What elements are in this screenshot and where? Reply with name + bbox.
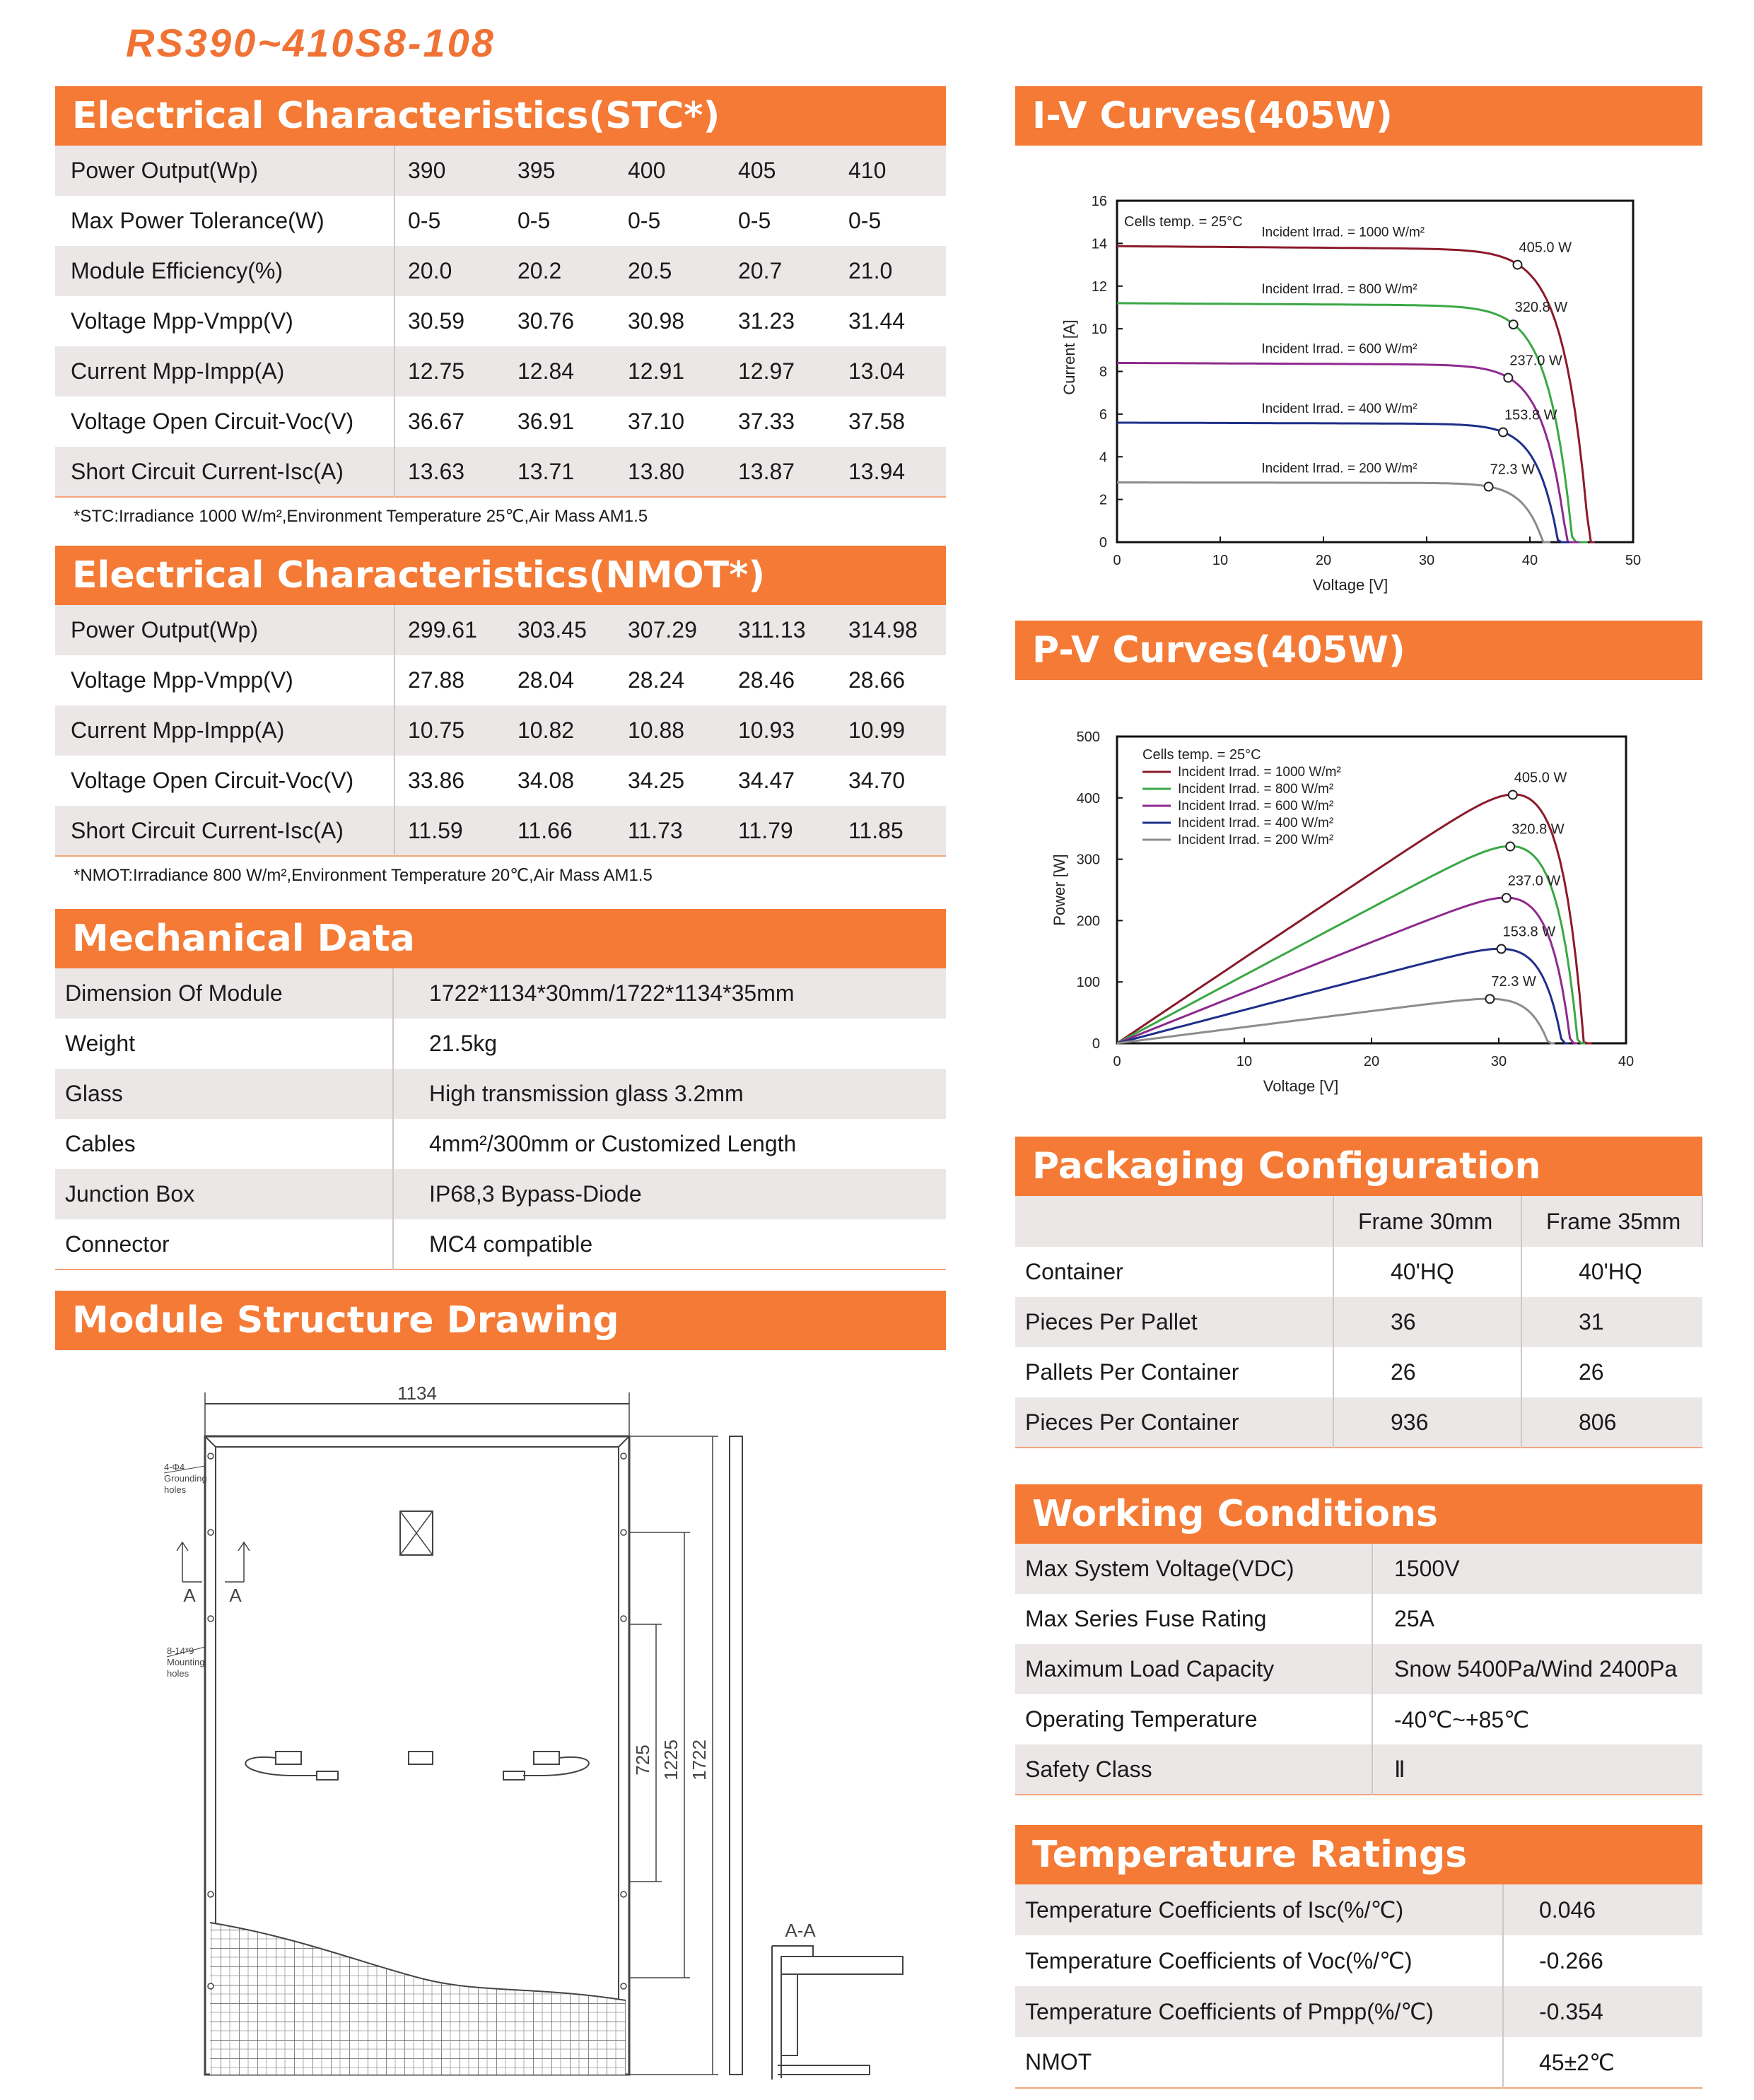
packaging-section bbox=[1015, 1137, 1702, 1448]
stc-value: 13.04 bbox=[848, 358, 906, 384]
nmot-value: 28.66 bbox=[848, 667, 906, 693]
mechanical-row bbox=[55, 1069, 946, 1119]
nmot-note: *NMOT:Irradiance 800 W/m²,Environment Temperature 20℃,Air Mass AM1.5 bbox=[74, 866, 653, 885]
stc-value: 30.59 bbox=[408, 308, 465, 334]
stc-value: 31.44 bbox=[848, 308, 906, 334]
iv-header: I-V Curves(405W) bbox=[1015, 86, 1702, 146]
iv-mpp-label: 237.0 W bbox=[1509, 353, 1562, 369]
packaging-value: 936 bbox=[1333, 1397, 1521, 1448]
iv-series-label: Incident Irrad. = 600 W/m² bbox=[1261, 341, 1417, 357]
nmot-label: Short Circuit Current-Isc(A) bbox=[55, 806, 394, 856]
stc-value: 0-5 bbox=[518, 208, 551, 233]
working-value: -40℃~+85℃ bbox=[1394, 1706, 1530, 1732]
iv-x-tick-label: 0 bbox=[1113, 553, 1121, 568]
mechanical-row bbox=[55, 1219, 946, 1269]
iv-x-tick-label: 10 bbox=[1212, 553, 1229, 568]
working-row bbox=[1015, 1694, 1702, 1744]
working-row bbox=[1015, 1544, 1702, 1594]
iv-mpp-label: 72.3 W bbox=[1490, 462, 1535, 478]
pv-x-tick-label: 30 bbox=[1490, 1054, 1507, 1069]
grounding-label-2: Grounding bbox=[164, 1473, 207, 1484]
drawing-header: Module Structure Drawing bbox=[55, 1291, 946, 1350]
packaging-column-header: Frame 30mm bbox=[1333, 1196, 1521, 1247]
section-mark-right: A bbox=[229, 1585, 242, 1606]
nmot-value: 34.25 bbox=[628, 768, 685, 793]
stc-value: 20.5 bbox=[628, 258, 672, 283]
pv-mpp-marker bbox=[1497, 945, 1506, 954]
pv-x-axis-label: Voltage [V] bbox=[1263, 1077, 1339, 1095]
nmot-value: 11.66 bbox=[518, 817, 573, 843]
nmot-value: 303.45 bbox=[518, 617, 587, 643]
stc-value: 30.76 bbox=[518, 308, 575, 334]
stc-value: 410 bbox=[848, 158, 887, 183]
iv-y-tick-label: 4 bbox=[1099, 450, 1107, 466]
pv-x-tick-label: 20 bbox=[1363, 1054, 1380, 1069]
iv-mpp-marker bbox=[1513, 261, 1521, 269]
temperature-value: -0.266 bbox=[1539, 1947, 1603, 1973]
mechanical-row bbox=[55, 968, 946, 1019]
iv-mpp-marker bbox=[1485, 483, 1493, 491]
section-title: A-A bbox=[785, 1920, 816, 1941]
packaging-value: 26 bbox=[1579, 1359, 1604, 1385]
stc-label: Current Mpp-Impp(A) bbox=[55, 346, 394, 397]
nmot-value: 34.08 bbox=[518, 768, 575, 793]
stc-label: Voltage Open Circuit-Voc(V) bbox=[55, 397, 394, 447]
pv-mpp-marker bbox=[1502, 893, 1511, 902]
temperature-row bbox=[1015, 1986, 1702, 2037]
iv-x-axis-label: Voltage [V] bbox=[1312, 576, 1388, 594]
packaging-column-header bbox=[1015, 1196, 1333, 1247]
dimension-1722: 1722 bbox=[689, 1740, 710, 1781]
iv-mpp-marker bbox=[1509, 320, 1518, 329]
iv-y-tick-label: 12 bbox=[1091, 278, 1107, 295]
mounting-label: 8-14*9 bbox=[167, 1646, 194, 1656]
nmot-label: Voltage Mpp-Vmpp(V) bbox=[55, 655, 394, 705]
packaging-label: Pieces Per Container bbox=[1015, 1397, 1333, 1448]
iv-series-label: Incident Irrad. = 1000 W/m² bbox=[1261, 225, 1425, 240]
mechanical-label: Connector bbox=[55, 1219, 393, 1269]
stc-value: 13.71 bbox=[518, 458, 575, 484]
stc-label: Short Circuit Current-Isc(A) bbox=[55, 447, 394, 497]
stc-row bbox=[55, 346, 946, 397]
stc-label: Module Efficiency(%) bbox=[55, 246, 394, 296]
nmot-value: 11.85 bbox=[848, 817, 904, 843]
iv-mpp-label: 405.0 W bbox=[1519, 240, 1572, 256]
mechanical-label: Glass bbox=[55, 1069, 393, 1119]
pv-y-tick-label: 400 bbox=[1076, 790, 1100, 806]
stc-value: 13.87 bbox=[738, 458, 795, 484]
pv-annotation: Cells temp. = 25°C bbox=[1142, 747, 1261, 763]
iv-y-tick-label: 0 bbox=[1099, 535, 1107, 551]
pv-legend-label: Incident Irrad. = 200 W/m² bbox=[1178, 833, 1334, 847]
stc-value: 13.94 bbox=[848, 458, 906, 484]
nmot-value: 34.70 bbox=[848, 768, 906, 793]
mechanical-table bbox=[55, 968, 946, 1270]
working-row bbox=[1015, 1644, 1702, 1694]
nmot-label: Current Mpp-Impp(A) bbox=[55, 705, 394, 756]
stc-value: 400 bbox=[628, 158, 666, 183]
iv-y-tick-label: 14 bbox=[1091, 236, 1107, 252]
nmot-value: 10.99 bbox=[848, 717, 906, 743]
nmot-value: 11.73 bbox=[628, 817, 683, 843]
pv-mpp-marker bbox=[1485, 995, 1494, 1003]
iv-y-tick-label: 8 bbox=[1099, 364, 1107, 380]
iv-mpp-label: 153.8 W bbox=[1504, 407, 1557, 423]
temperature-value: -0.354 bbox=[1539, 1998, 1603, 2024]
working-label: Maximum Load Capacity bbox=[1015, 1644, 1372, 1694]
packaging-header-row bbox=[1015, 1196, 1702, 1247]
dimension-725: 725 bbox=[632, 1744, 653, 1776]
grounding-label: 4-Φ4 bbox=[164, 1462, 185, 1472]
pv-y-tick-label: 500 bbox=[1076, 729, 1100, 745]
packaging-value: 26 bbox=[1333, 1347, 1521, 1397]
stc-value: 31.23 bbox=[738, 308, 795, 334]
nmot-value: 28.04 bbox=[518, 667, 575, 693]
drawing-section bbox=[55, 1291, 946, 1350]
working-label: Max Series Fuse Rating bbox=[1015, 1594, 1372, 1644]
pv-y-axis-label: Power [W] bbox=[1051, 854, 1068, 926]
mechanical-label: Weight bbox=[55, 1019, 393, 1069]
stc-row bbox=[55, 296, 946, 346]
stc-value: 13.80 bbox=[628, 458, 685, 484]
iv-annotation: Cells temp. = 25°C bbox=[1124, 214, 1243, 230]
pv-series-line bbox=[1117, 949, 1569, 1043]
iv-mpp-marker bbox=[1504, 374, 1512, 382]
nmot-value: 314.98 bbox=[848, 617, 918, 643]
pv-mpp-marker bbox=[1509, 790, 1517, 799]
mechanical-value: MC4 compatible bbox=[429, 1231, 593, 1257]
dimension-1225: 1225 bbox=[660, 1740, 682, 1781]
pv-mpp-label: 405.0 W bbox=[1514, 770, 1567, 786]
stc-table bbox=[55, 146, 946, 498]
stc-value: 12.91 bbox=[628, 358, 685, 384]
temperature-value: 0.046 bbox=[1539, 1896, 1596, 1923]
packaging-table bbox=[1015, 1196, 1703, 1448]
stc-value: 36.67 bbox=[408, 409, 465, 434]
packaging-value: 40'HQ bbox=[1579, 1259, 1642, 1284]
iv-series-label: Incident Irrad. = 800 W/m² bbox=[1261, 281, 1417, 297]
pv-mpp-label: 237.0 W bbox=[1507, 873, 1561, 889]
mechanical-row bbox=[55, 1019, 946, 1069]
pv-y-tick-label: 100 bbox=[1076, 975, 1100, 991]
width-dimension: 1134 bbox=[397, 1383, 437, 1404]
working-value: Snow 5400Pa/Wind 2400Pa bbox=[1394, 1656, 1678, 1682]
temperature-row bbox=[1015, 1935, 1702, 1986]
pv-y-tick-label: 0 bbox=[1092, 1036, 1100, 1052]
iv-section bbox=[1015, 86, 1702, 146]
mechanical-value: IP68,3 Bypass-Diode bbox=[429, 1181, 642, 1207]
temperature-header: Temperature Ratings bbox=[1015, 1825, 1702, 1884]
nmot-value: 28.46 bbox=[738, 667, 795, 693]
temperature-label: Temperature Coefficients of Isc(%/℃) bbox=[1015, 1884, 1503, 1935]
nmot-row bbox=[55, 806, 946, 856]
mounting-label-2: Mounting bbox=[167, 1657, 205, 1667]
packaging-value: 40'HQ bbox=[1333, 1247, 1521, 1297]
pv-legend-label: Incident Irrad. = 800 W/m² bbox=[1178, 782, 1334, 797]
temperature-row bbox=[1015, 1884, 1702, 1935]
mechanical-row bbox=[55, 1169, 946, 1219]
iv-series-line bbox=[1117, 483, 1550, 543]
stc-value: 20.0 bbox=[408, 258, 452, 283]
stc-value: 21.0 bbox=[848, 258, 893, 283]
pv-legend-label: Incident Irrad. = 400 W/m² bbox=[1178, 816, 1334, 831]
stc-value: 37.10 bbox=[628, 409, 685, 434]
pv-header: P-V Curves(405W) bbox=[1015, 621, 1702, 680]
iv-mpp-label: 320.8 W bbox=[1514, 300, 1568, 316]
stc-label: Voltage Mpp-Vmpp(V) bbox=[55, 296, 394, 346]
mechanical-value: High transmission glass 3.2mm bbox=[429, 1081, 744, 1106]
stc-value: 0-5 bbox=[628, 208, 661, 233]
stc-value: 13.63 bbox=[408, 458, 465, 484]
working-label: Operating Temperature bbox=[1015, 1694, 1372, 1744]
mechanical-value: 4mm²/300mm or Customized Length bbox=[429, 1131, 797, 1156]
stc-value: 405 bbox=[738, 158, 776, 183]
stc-header: Electrical Characteristics(STC*) bbox=[55, 86, 946, 146]
packaging-label: Pallets Per Container bbox=[1015, 1347, 1333, 1397]
stc-value: 20.2 bbox=[518, 258, 562, 283]
working-value: 25A bbox=[1394, 1606, 1434, 1631]
nmot-table bbox=[55, 605, 946, 857]
pv-chart bbox=[1039, 721, 1654, 1110]
nmot-value: 299.61 bbox=[408, 617, 477, 643]
iv-x-tick-label: 30 bbox=[1418, 553, 1435, 568]
nmot-label: Power Output(Wp) bbox=[55, 605, 394, 655]
grounding-label-3: holes bbox=[164, 1484, 187, 1495]
mechanical-value: 1722*1134*30mm/1722*1134*35mm bbox=[429, 980, 795, 1006]
pv-y-tick-label: 200 bbox=[1076, 913, 1100, 929]
working-table bbox=[1015, 1544, 1702, 1795]
mechanical-header: Mechanical Data bbox=[55, 909, 946, 968]
stc-label: Power Output(Wp) bbox=[55, 146, 394, 196]
temperature-row bbox=[1015, 2037, 1702, 2088]
temperature-section bbox=[1015, 1825, 1702, 2089]
nmot-value: 10.93 bbox=[738, 717, 795, 743]
nmot-value: 10.82 bbox=[518, 717, 575, 743]
stc-value: 37.33 bbox=[738, 409, 795, 434]
nmot-value: 11.59 bbox=[408, 817, 463, 843]
working-section bbox=[1015, 1484, 1702, 1795]
packaging-value: 31 bbox=[1579, 1309, 1604, 1335]
nmot-row bbox=[55, 655, 946, 705]
iv-y-tick-label: 2 bbox=[1099, 492, 1107, 508]
stc-value: 390 bbox=[408, 158, 446, 183]
nmot-row bbox=[55, 605, 946, 655]
nmot-row bbox=[55, 756, 946, 806]
packaging-value: 36 bbox=[1333, 1297, 1521, 1347]
working-row bbox=[1015, 1594, 1702, 1644]
pv-x-tick-label: 10 bbox=[1236, 1054, 1253, 1069]
iv-series-label: Incident Irrad. = 400 W/m² bbox=[1261, 401, 1417, 416]
nmot-value: 11.79 bbox=[738, 817, 793, 843]
nmot-value: 27.88 bbox=[408, 667, 465, 693]
stc-section bbox=[55, 86, 946, 527]
stc-note: *STC:Irradiance 1000 W/m²,Environment Temperature 25℃,Air Mass AM1.5 bbox=[74, 507, 648, 526]
section-mark-left: A bbox=[183, 1585, 196, 1606]
nmot-value: 10.75 bbox=[408, 717, 465, 743]
stc-value: 0-5 bbox=[848, 208, 882, 233]
iv-series-line bbox=[1117, 363, 1579, 542]
pv-mpp-label: 153.8 W bbox=[1502, 924, 1556, 940]
nmot-value: 307.29 bbox=[628, 617, 697, 643]
pv-y-tick-label: 300 bbox=[1076, 852, 1100, 868]
stc-value: 0-5 bbox=[408, 208, 441, 233]
pv-legend-label: Incident Irrad. = 1000 W/m² bbox=[1178, 765, 1341, 780]
stc-row bbox=[55, 146, 946, 196]
mechanical-section bbox=[55, 909, 946, 1270]
stc-value: 37.58 bbox=[848, 409, 906, 434]
mechanical-label: Cables bbox=[55, 1119, 393, 1169]
working-value: 1500V bbox=[1394, 1556, 1460, 1581]
packaging-header: Packaging Configuration bbox=[1015, 1137, 1702, 1196]
nmot-value: 34.47 bbox=[738, 768, 795, 793]
module-side-view bbox=[730, 1436, 742, 2075]
nmot-header: Electrical Characteristics(NMOT*) bbox=[55, 546, 946, 605]
iv-x-tick-label: 40 bbox=[1521, 553, 1538, 568]
nmot-value: 33.86 bbox=[408, 768, 465, 793]
stc-value: 0-5 bbox=[738, 208, 771, 233]
iv-chart bbox=[1046, 185, 1654, 602]
working-row bbox=[1015, 1744, 1702, 1795]
model-title: RS390~410S8-108 bbox=[126, 20, 496, 65]
nmot-section bbox=[55, 546, 946, 886]
working-header: Working Conditions bbox=[1015, 1484, 1702, 1544]
working-label: Safety Class bbox=[1015, 1744, 1372, 1795]
temperature-value: 45±2℃ bbox=[1539, 2049, 1615, 2075]
iv-y-tick-label: 6 bbox=[1099, 406, 1107, 423]
packaging-value: 806 bbox=[1579, 1409, 1617, 1435]
iv-y-axis-label: Current [A] bbox=[1060, 319, 1078, 395]
pv-mpp-marker bbox=[1506, 843, 1514, 851]
packaging-row bbox=[1015, 1297, 1702, 1347]
packaging-row bbox=[1015, 1247, 1702, 1297]
stc-value: 12.84 bbox=[518, 358, 575, 384]
stc-value: 395 bbox=[518, 158, 556, 183]
stc-value: 20.7 bbox=[738, 258, 783, 283]
iv-series-label: Incident Irrad. = 200 W/m² bbox=[1261, 461, 1417, 476]
stc-row bbox=[55, 397, 946, 447]
pv-mpp-label: 320.8 W bbox=[1512, 821, 1565, 838]
pv-x-tick-label: 0 bbox=[1113, 1054, 1121, 1069]
pv-mpp-label: 72.3 W bbox=[1491, 974, 1536, 990]
packaging-row bbox=[1015, 1397, 1702, 1448]
stc-value: 30.98 bbox=[628, 308, 685, 334]
iv-y-tick-label: 16 bbox=[1091, 194, 1107, 209]
nmot-value: 10.88 bbox=[628, 717, 685, 743]
nmot-row bbox=[55, 705, 946, 756]
mounting-label-3: holes bbox=[167, 1668, 189, 1679]
stc-value: 12.75 bbox=[408, 358, 465, 384]
mechanical-label: Junction Box bbox=[55, 1169, 393, 1219]
nmot-label: Voltage Open Circuit-Voc(V) bbox=[55, 756, 394, 806]
mechanical-label: Dimension Of Module bbox=[55, 968, 393, 1019]
packaging-row bbox=[1015, 1347, 1702, 1397]
pv-legend-label: Incident Irrad. = 600 W/m² bbox=[1178, 799, 1334, 814]
pv-section bbox=[1015, 621, 1702, 680]
nmot-value: 28.24 bbox=[628, 667, 685, 693]
iv-y-tick-label: 10 bbox=[1091, 322, 1107, 338]
packaging-column-header: Frame 35mm bbox=[1521, 1196, 1702, 1247]
pv-x-tick-label: 40 bbox=[1618, 1054, 1635, 1069]
module-drawing bbox=[0, 1378, 947, 2092]
mechanical-value: 21.5kg bbox=[429, 1031, 498, 1056]
mechanical-row bbox=[55, 1119, 946, 1169]
iv-mpp-marker bbox=[1499, 428, 1507, 437]
working-label: Max System Voltage(VDC) bbox=[1015, 1544, 1372, 1594]
temperature-label: NMOT bbox=[1015, 2037, 1503, 2088]
temperature-table bbox=[1015, 1884, 1702, 2089]
temperature-label: Temperature Coefficients of Voc(%/℃) bbox=[1015, 1935, 1503, 1986]
stc-label: Max Power Tolerance(W) bbox=[55, 196, 394, 246]
nmot-value: 311.13 bbox=[738, 617, 806, 643]
stc-row bbox=[55, 196, 946, 246]
stc-row bbox=[55, 447, 946, 497]
iv-x-tick-label: 50 bbox=[1625, 553, 1642, 568]
stc-row bbox=[55, 246, 946, 296]
iv-x-tick-label: 20 bbox=[1315, 553, 1332, 568]
packaging-label: Container bbox=[1015, 1247, 1333, 1297]
pv-series-line bbox=[1117, 999, 1555, 1043]
packaging-label: Pieces Per Pallet bbox=[1015, 1297, 1333, 1347]
temperature-label: Temperature Coefficients of Pmpp(%/℃) bbox=[1015, 1986, 1503, 2037]
stc-value: 36.91 bbox=[518, 409, 575, 434]
working-value: Ⅱ bbox=[1394, 1756, 1405, 1782]
stc-value: 12.97 bbox=[738, 358, 795, 384]
